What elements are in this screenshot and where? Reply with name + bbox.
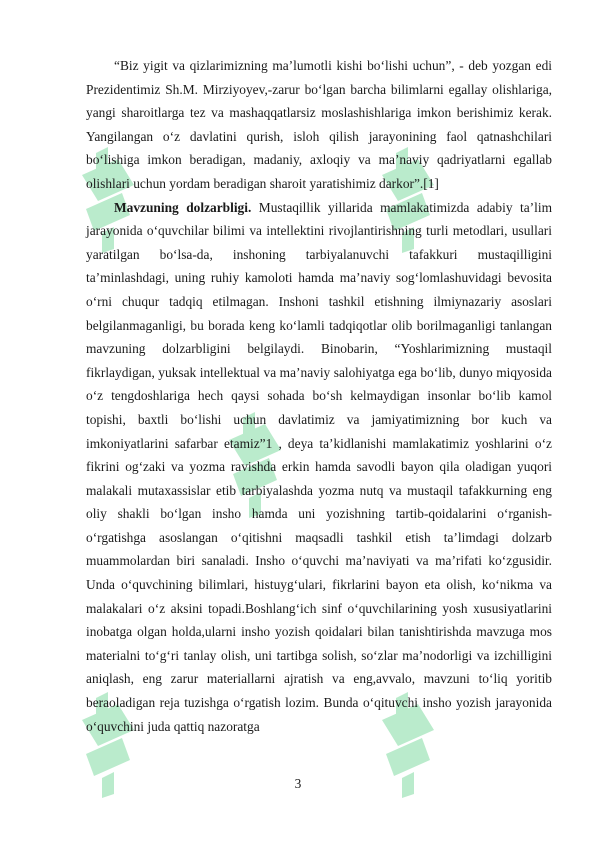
section-heading: Mavzuning dolzarbligi. bbox=[114, 199, 252, 215]
paragraph-relevance bbox=[86, 196, 552, 739]
page-number: 3 bbox=[294, 776, 302, 791]
paragraph-body: Mustaqillik yillarida mamlakatimizda adabiy ta’lim jarayonida o‘quvchilar bilimi va intellektini rivojlantirishning turli metodlari, usullari yaratilgan bo‘lsa-da, inshoning tarbiyalanuvchi tafakkuri mustaqilligini ta’minlashdagi, uning ruhiy kamoloti hamda ma’naviy sog‘lomlashuvidagi bevosita o‘rni chuqur tadqiq etilmagan. Inshoni tashkil etishning ilmiynazariy asoslari belgilanmaganligi, bu borada keng ko‘lamli tadqiqotlar olib borilmaganligi tanlangan mavzuning dolzarbligini belgilaydi. Binobarin, “Yoshlarimizning mustaqil fikrlaydigan, yuksak intellektual va ma’naviy salohiyatga ega bo‘lib, dunyo miqyosida o‘z tengdoshlariga hech qaysi sohada bo‘sh kelmaydigan insonlar bo‘lib kamol topishi, baxtli bo‘lishi uchun davlatimiz va jamiyatimizning bor kuch va imkoniyatlarini safarbar etamiz”1 , deya ta’kidlanishi mamlakatimiz yoshlarini o‘z fikrini og‘zaki va yozma ravishda erkin hamda savodli bayon qila oladigan yuqori malakali mutaxassislar etib tarbiyalashda yozma nutq va mustaqil tafakkurning eng oliy shakli bo‘lgan insho hamda uni yozishning tartib-qoidalarini o‘rganish-o‘rgatishga asoslangan o‘qitishni maqsadli tashkil etish ta’limdagi dolzarb muammolardan biri sanaladi. Insho o‘quvchi ma’naviyati va ma’rifati ko‘zgusidir. Unda o‘quvchining bilimlari, histuyg‘ulari, fikrlarini bayon eta olish, ko‘nikma va malakalari o‘z aksini topadi.Boshlang‘ich sinf o‘quvchilarining yosh xususiyatlarini inobatga olgan holda,ularni insho yozish qoidalari bilan tanishtirishda mavzuga mos materialni to‘g‘ri tanlay olish, uni tartibga solish, so‘zlar ma’nodorligi va izchilligini aniqlash, eng zarur materiallarni ajratish va eng,avvalo, mavzuni to‘liq yoritib beraoladigan reja tuzishga o‘rgatish lozim. Bunda o‘qituvchi insho yozish jarayonida o‘quvchini juda qattiq nazoratga bbox=[86, 199, 552, 734]
paragraph-quote: “Biz yigit va qizlarimizning ma’lumotli kishi bo‘lishi uchun”, - deb yozgan edi Prezidentimiz Sh.M. Mirziyoyev,-zarur bo‘lgan barcha bilimlarni egallay olishlariga, yangi sharoitlarga tez va mashaqqatlarsiz moslashishlariga imkon berishimiz kerak. Yangilangan o‘z davlatini qurish, isloh qilish jarayonining faol qatnashchilari bo‘lishiga imkon beradigan, madaniy, axloqiy va ma’naviy qadriyatlarni egallab olishlari uchun yordam beradigan sharoit yaratishimiz darkor”.[1] bbox=[86, 58, 552, 191]
document-body bbox=[86, 54, 552, 738]
